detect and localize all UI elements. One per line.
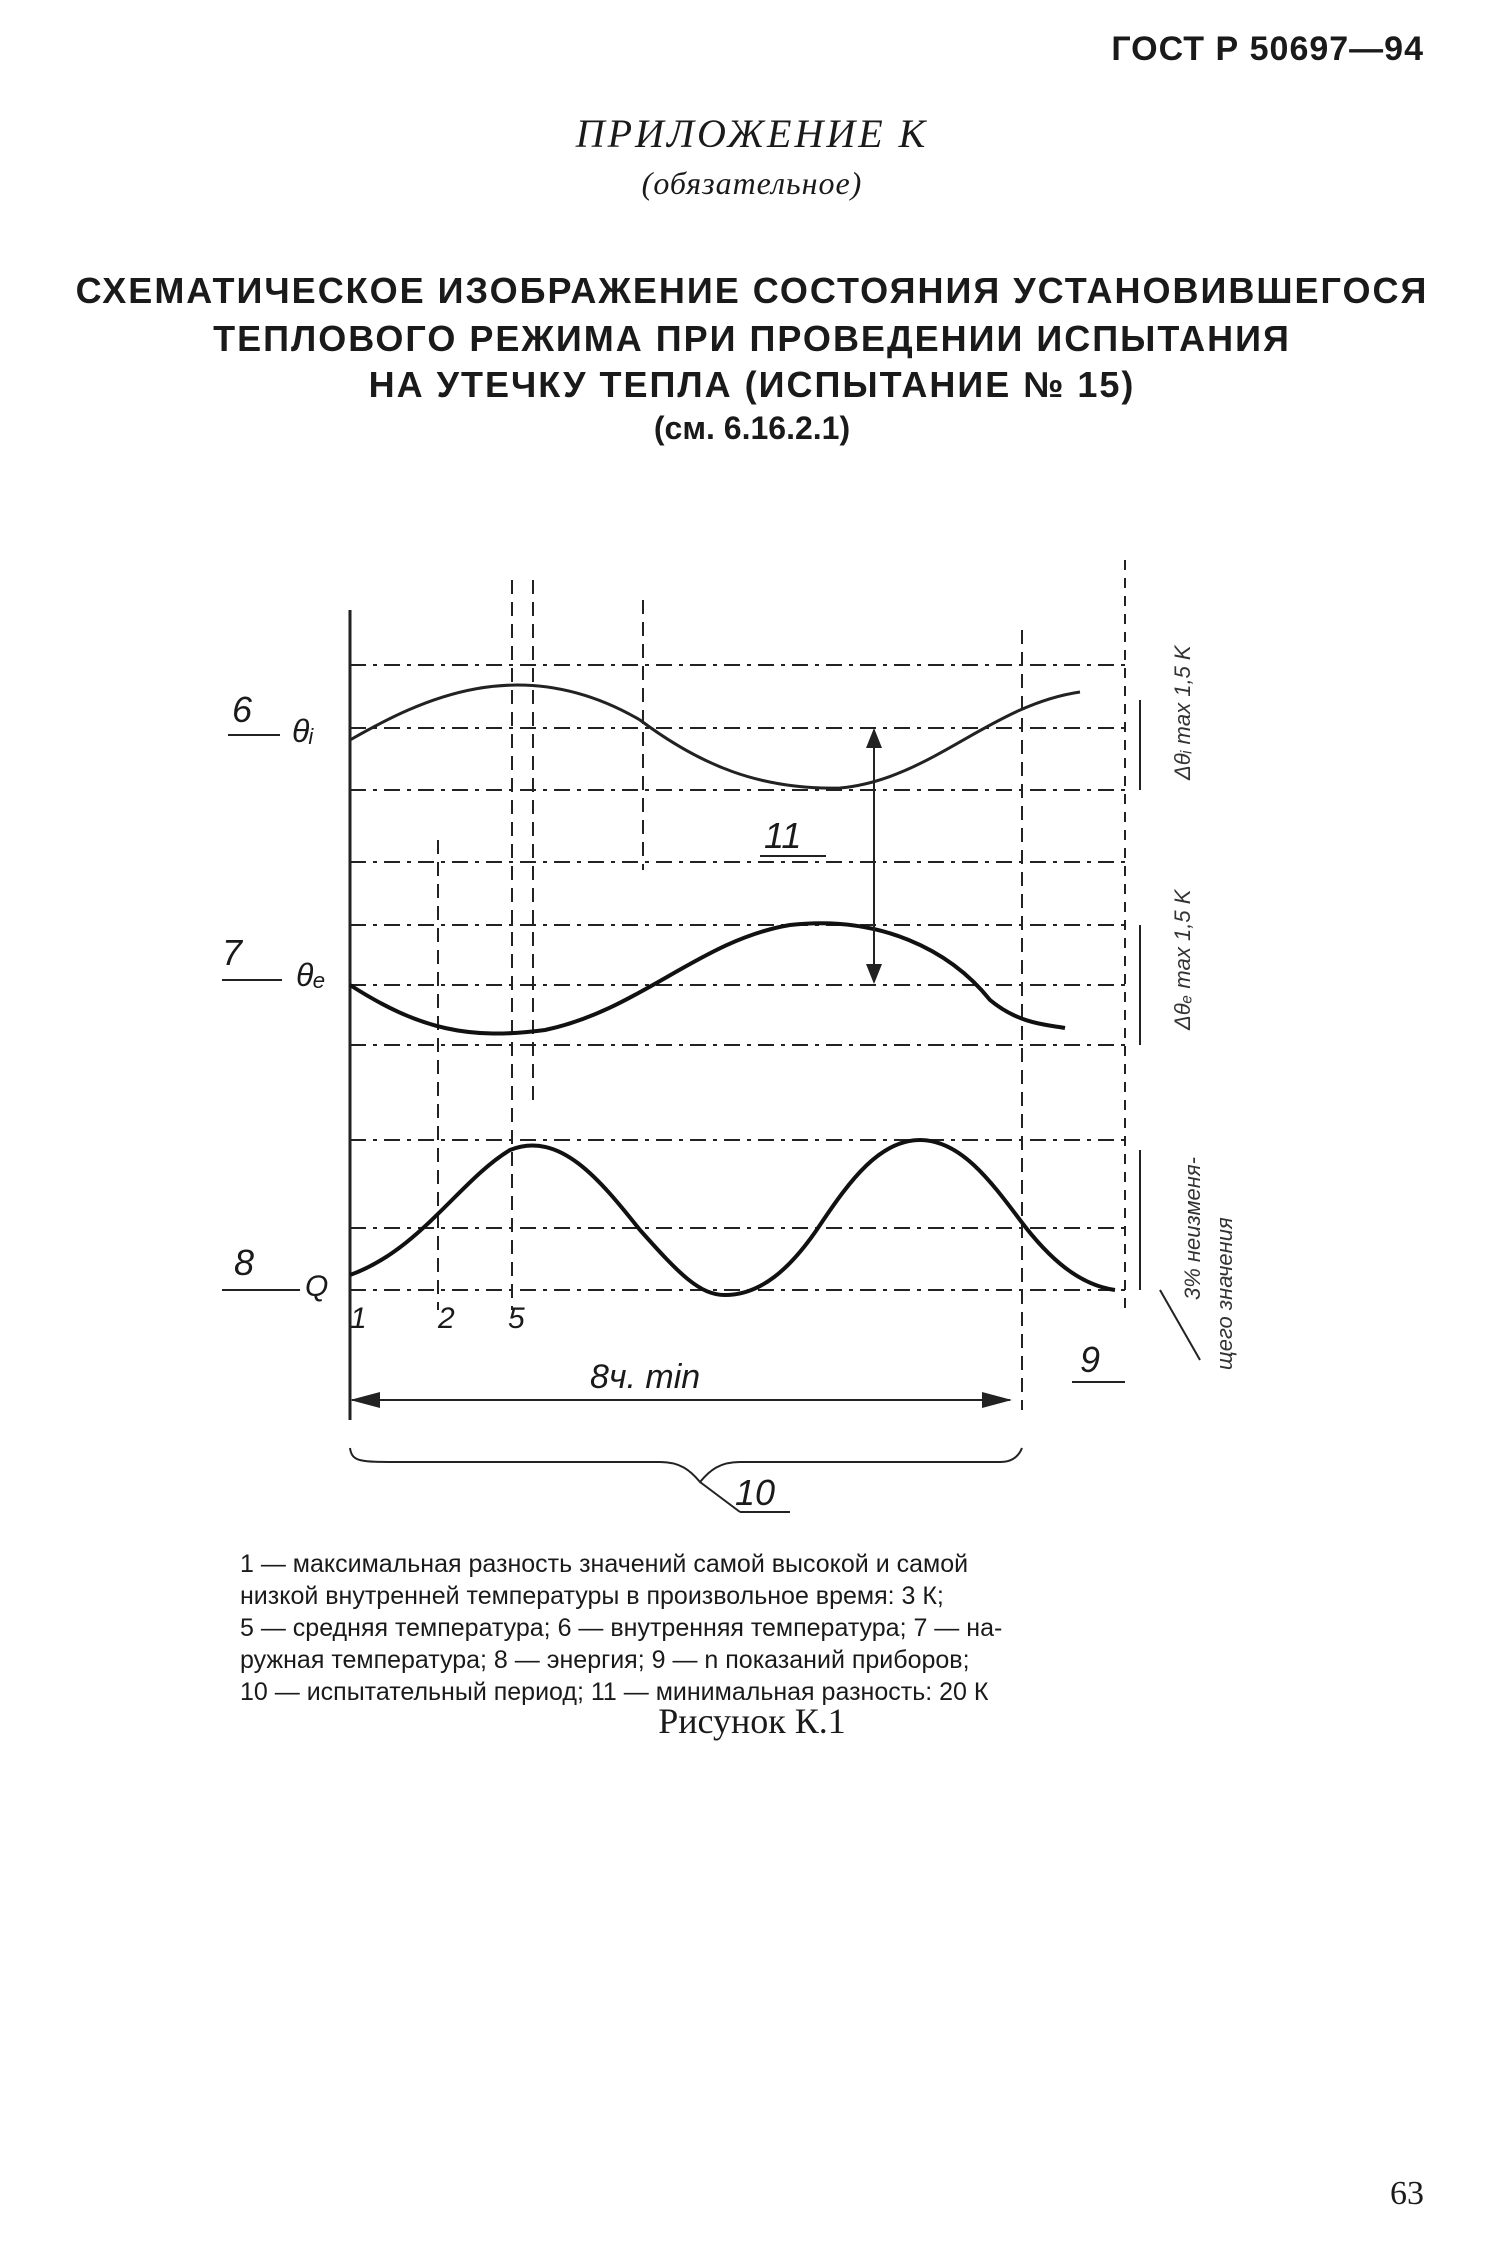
label-11: 11 <box>764 815 802 856</box>
label-theta-e: θₑ <box>296 957 326 993</box>
test-period-brace <box>350 1448 1022 1482</box>
side-label-mid: Δθₑ max 1,5 K <box>1170 889 1195 1030</box>
arrowhead-11-bottom <box>866 964 882 984</box>
side-label-bottom-2: щего значения <box>1212 1217 1237 1370</box>
marker-1: 1 <box>350 1302 367 1335</box>
heading-line-3: НА УТЕЧКУ ТЕПЛА (ИСПЫТАНИЕ № 15) <box>368 364 1136 405</box>
internal-temperature-curve <box>350 685 1080 788</box>
legend-line-1: 1 — максимальная разность значений самой высокой и самой <box>240 1550 969 1578</box>
duration-label: 8ч. min <box>590 1358 701 1396</box>
page-number: 63 <box>1390 2175 1424 2212</box>
arrowhead-11-top <box>866 728 882 748</box>
document-code: ГОСТ Р 50697—94 <box>1111 30 1424 68</box>
label-8: 8 <box>234 1242 255 1283</box>
appendix-title: ПРИЛОЖЕНИЕ К <box>575 111 929 156</box>
figure-caption: Рисунок К.1 <box>658 1701 846 1741</box>
legend-line-2: низкой внутренней температуры в произвольное время: 3 К; <box>240 1582 944 1610</box>
reference-lines <box>350 665 1130 1290</box>
duration-arrowhead-right <box>982 1392 1012 1408</box>
duration-arrowhead-left <box>350 1392 380 1408</box>
external-temperature-curve <box>350 923 1065 1033</box>
label-6: 6 <box>232 689 253 730</box>
label-leaders <box>222 735 1125 1382</box>
side-label-bottom-1: 3% неизменя- <box>1180 1157 1205 1300</box>
heading-line-2: ТЕПЛОВОГО РЕЖИМА ПРИ ПРОВЕДЕНИИ ИСПЫТАНИЯ <box>213 318 1291 359</box>
label-10: 10 <box>735 1472 776 1513</box>
legend-line-5: 10 — испытательный период; 11 — минимальная разность: 20 К <box>240 1678 989 1706</box>
label-q: Q <box>305 1270 329 1303</box>
figure-legend <box>240 1548 1240 1708</box>
appendix-subtitle: (обязательное) <box>641 165 863 201</box>
side-label-top: Δθᵢ max 1,5 K <box>1170 645 1195 780</box>
heading-line-1: СХЕМАТИЧЕСКОЕ ИЗОБРАЖЕНИЕ СОСТОЯНИЯ УСТАНОВИВШЕГОСЯ <box>75 270 1429 311</box>
label-theta-i: θᵢ <box>292 713 314 749</box>
label-9: 9 <box>1080 1339 1101 1380</box>
energy-curve <box>350 1140 1115 1295</box>
marker-5: 5 <box>508 1302 525 1335</box>
legend-line-3: 5 — средняя температура; 6 — внутренняя температура; 7 — на- <box>240 1614 1003 1642</box>
marker-2: 2 <box>438 1302 455 1335</box>
label-7: 7 <box>222 932 243 973</box>
heading-reference: (см. 6.16.2.1) <box>653 410 851 446</box>
legend-line-4: ружная температура; 8 — энергия; 9 — n показаний приборов; <box>240 1646 970 1674</box>
label-10-leader <box>700 1482 740 1512</box>
